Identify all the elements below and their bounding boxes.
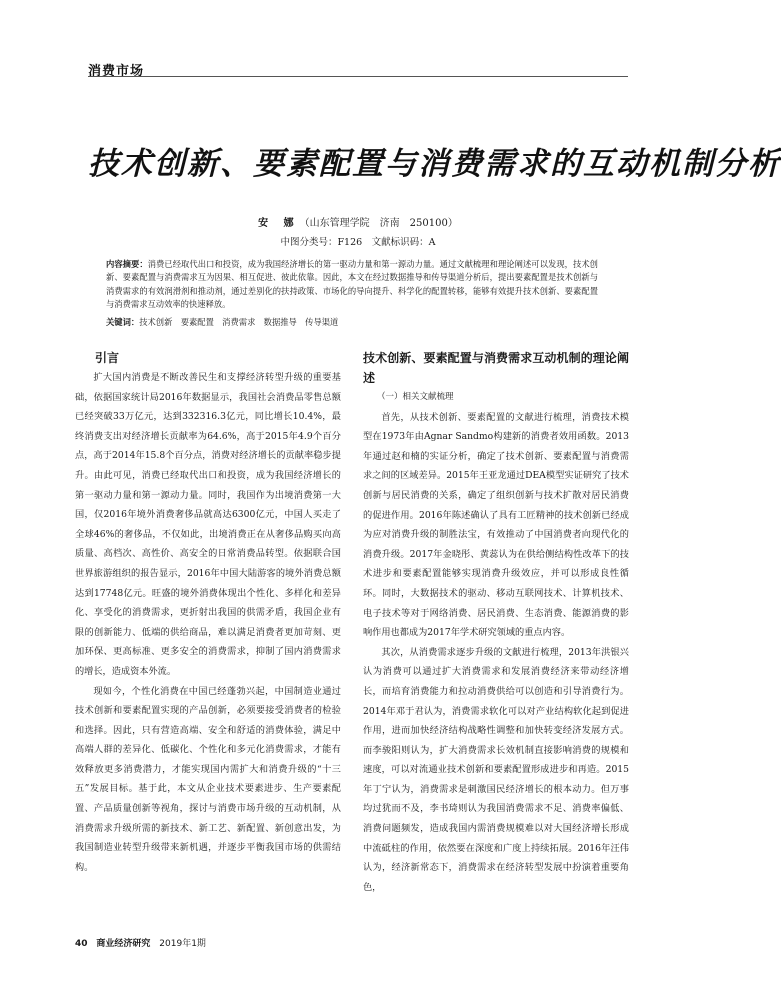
page-number: 40: [75, 939, 88, 949]
journal-issue: 2019年1期: [159, 939, 206, 949]
article-title: 技术创新、要素配置与消费需求的互动机制分析: [88, 146, 781, 182]
author-affiliation: （山东管理学院 济南 250100）: [299, 218, 458, 229]
abstract-label: 内容摘要：: [106, 259, 148, 269]
header-divider: [88, 76, 628, 77]
keywords-label: 关键词：: [106, 317, 140, 327]
keywords: [106, 316, 598, 328]
intro-paragraph-1: 扩大国内消费是不断改善民生和支撑经济转型升级的重要基础，依据国家统计局2016年数据显示，我国社会消费品零售总额已经突破33万亿元，达到332316.3亿元，同比增长10.4%，最终消费支出对经济增长贡献率为64.6%，高于2015年4.9个百分点，高于2014年15.8个百分点，消费对经济增长的贡献率稳步提升。由此可见，消费已经取代出口和投资，成为我国经济增长的第一驱动力量和第一源动力量。同时，我国作为出境消费第一大国，仅2016年境外消费奢侈品就高达6300亿元，中国人买走了全球46%的奢侈品，不仅如此，出境消费正在从奢侈品购买向高质量、高档次、高性价、高安全的日常消费品转型。依据联合国世界旅游组织的报告显示，2016年中国大陆游客的境外消费总额达到17748亿元。旺盛的境外消费体现出个性化、多样化和差异化、享受化的消费需求，更折射出我国的供需矛盾，我国企业有限的创新能力、低端的供给商品，难以满足消费者更加苛刻、更加环保、更高标准、更多安全的消费需求，抑制了国内消费需求的增长，造成资本外流。: [75, 372, 341, 677]
right-column: [363, 348, 629, 897]
section-paragraph-2: 其次，从消费需求逐步升级的文献进行梳理，2013年洪银兴认为消费可以通过扩大消费需求和发展消费经济来带动经济增长，而培育消费能力和拉动消费供给可以创造和引导消费行为。2014年邓于君认为，消费需求软化可以对产业结构软化起到促进作用，进而加快经济结构战略性调整和加快转变经济发展方式。而李骏阳则认为，扩大消费需求长效机制直接影响消费的规模和速度，可以对流通业技术创新和要素配置形成进步和再造。2015年丁宁认为，消费需求是刺激国民经济增长的根本动力。但万事均过犹而不及，李书琦则认为我国消费需求不足、消费率偏低、消费问题频发，造成我国内需消费规模难以对大国经济增长形成中流砥柱的作用，依然要在深度和广度上持续拓展。2016年汪伟认为，经济新常态下，消费需求在经济转型发展中扮演着重要角色，: [363, 646, 629, 893]
intro-heading: 引言: [95, 351, 120, 365]
subsection-heading: （一）相关文献梳理: [377, 392, 454, 402]
classification-line: 中图分类号：F126 文献标识码：A: [280, 237, 436, 248]
section-paragraph-1: 首先，从技术创新、要素配置的文献进行梳理，消费技术模型在1973年由Agnar Sandmo构建新的消费者效用函数。2013年通过赵和楠的实证分析，确定了技术创新、要素配置与消费需求之间的区域差异。2015年王亚龙通过DEA模型实证研究了技术创新与居民消费的关系，确定了组织创新与技术扩散对居民消费的促进作用。2016年陈述确认了具有工匠精神的技术创新已经成为应对消费升级的制胜法宝，有效推动了中国消费者向现代化的消费升级。2017年金晓彤、黄蕊认为在供给侧结构性改革下的技术进步和要素配置能够实现消费升级效应，并可以形成良性循环。同时，大数据技术的驱动、移动互联网技术、计算机技术、电子技术等对于网络消费、居民消费、生态消费、能源消费的影响作用也都成为2017年学术研究领域的重点内容。: [363, 411, 629, 639]
left-column: [75, 348, 341, 877]
section-label: 消费市场: [88, 64, 145, 79]
author-name: 安 娜: [258, 218, 300, 229]
abstract-text: 消费已经取代出口和投资，成为我国经济增长的第一驱动力量和第一源动力量。通过文献梳理和理论阐述可以发现，技术创新、要素配置与消费需求互为因果、相互促进、彼此依靠。因此，本文在经过数据推导和传导渠道分析后，提出要素配置是技术创新与消费需求的有效润滑剂和推动剂，通过差别化的扶持政策、市场化的导向提升、科学化的配置转移，能够有效提升技术创新、要素配置与消费需求互动效率的快速释放。: [106, 259, 598, 310]
intro-paragraph-2: 现如今，个性化消费在中国已经蓬勃兴起，中国制造业通过技术创新和要素配置实现的产品创新，必须要接受消费者的检验和选择。因此，只有营造高端、安全和舒适的消费体验，满足中高端人群的差异化、低碳化、个性化和多元化消费需求，才能有效释放更多消费潜力，才能实现国内需扩大和消费升级的“十三五”发展目标。基于此，本文从企业技术要素进步、生产要素配置、产品质量创新等视角，探讨与消费市场升级的互动机制，从消费需求升级所需的新技术、新工艺、新配置、新创意出发，为我国制造业转型升级带来新机遇，并逐步平衡我国市场的供需结构。: [75, 685, 341, 873]
author-line: [88, 214, 628, 229]
page-footer: [75, 936, 206, 949]
journal-name: 商业经济研究: [96, 939, 151, 949]
section-heading: 技术创新、要素配置与消费需求互动机制的理论阐述: [363, 351, 629, 385]
abstract: [106, 258, 598, 312]
keywords-text: 技术创新 要素配置 消费需求 数据推导 传导渠道: [139, 317, 339, 327]
